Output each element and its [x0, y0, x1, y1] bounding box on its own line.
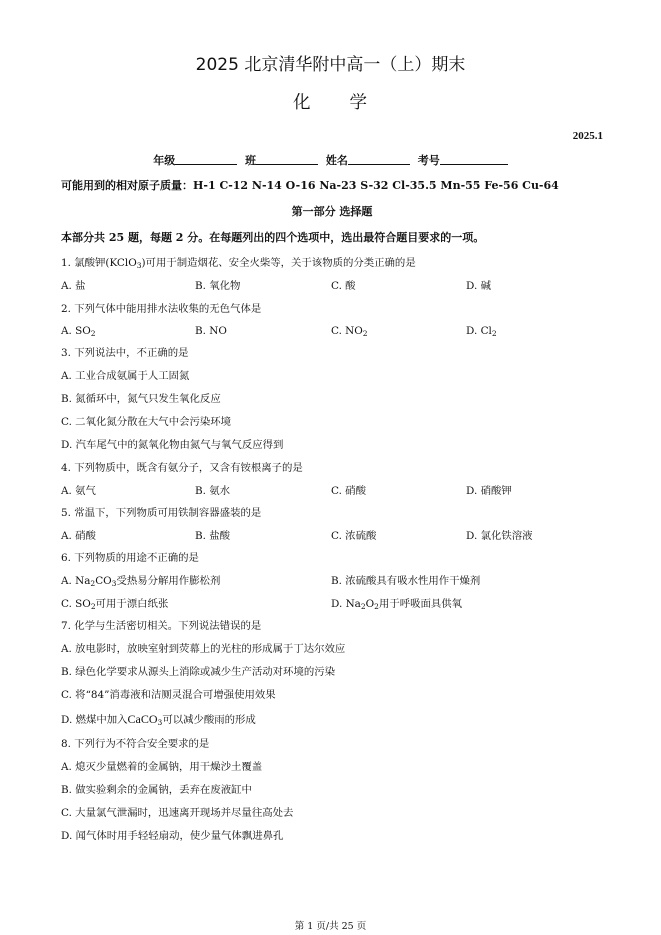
q1-stem: 1. 氯酸钾(KClO$_3$)可用于制造烟花、安全火柴等，关于该物质的分类正确的是: [61, 257, 416, 270]
q1-option-b[interactable]: B. 氧化物: [195, 280, 241, 292]
class-label: 班: [245, 154, 257, 167]
q7-option-d[interactable]: D. 燃煤中加入CaCO$_3$可以减少酸雨的形成: [61, 712, 256, 727]
q8-option-c[interactable]: C. 大量氯气泄漏时，迅速离开现场并尽量往高处去: [61, 807, 294, 819]
q5-stem: 5. 常温下，下列物质可用铁制容器盛装的是: [61, 507, 262, 519]
class-blank[interactable]: [256, 154, 318, 165]
q5-option-a[interactable]: A. 硝酸: [61, 530, 96, 542]
number-blank[interactable]: [440, 154, 508, 165]
q8-option-d[interactable]: D. 闻气体时用手轻轻扇动，使少量气体飘进鼻孔: [61, 830, 284, 842]
page-footer: 第 1 页/共 25 页: [294, 921, 367, 932]
exam-date: 2025.1: [572, 130, 603, 142]
q4-stem: 4. 下列物质中，既含有氨分子，又含有铵根离子的是: [61, 462, 303, 474]
q5-option-c[interactable]: C. 浓硫酸: [331, 530, 377, 542]
caco3-formula: CaCO: [127, 712, 158, 726]
grade-blank[interactable]: [175, 154, 237, 165]
subject-char-1: 化: [293, 93, 312, 113]
q2-stem: 2. 下列气体中能用排水法收集的无色气体是: [61, 303, 262, 315]
subject-title: [0, 89, 661, 114]
q1-option-c[interactable]: C. 酸: [331, 280, 356, 292]
part1-instruction: 本部分共 25 题，每题 2 分。在每题列出的四个选项中，选出最符合题目要求的一项。: [61, 231, 485, 244]
student-info-line: [0, 152, 661, 168]
q6-option-a[interactable]: A. $Na_2CO_3$受热易分解用作膨松剂: [61, 575, 221, 588]
q6-option-b[interactable]: B. 浓硫酸具有吸水性用作干燥剂: [331, 575, 481, 587]
q2-option-b[interactable]: B. NO: [195, 325, 227, 337]
q5-option-b[interactable]: B. 盐酸: [195, 530, 231, 542]
q7-option-c[interactable]: C. 将“84”消毒液和洁厕灵混合可增强使用效果: [61, 689, 276, 701]
name-label: 姓名: [325, 154, 348, 167]
q3-option-c[interactable]: C. 二氧化氮分散在大气中会污染环境: [61, 416, 232, 428]
atomic-masses: 可能用到的相对原子质量：H-1 C-12 N-14 O-16 Na-23 S-32 Cl-35.5 Mn-55 Fe-56 Cu-64: [61, 179, 559, 192]
exam-title: 2025 北京清华附中高一（上）期末: [195, 55, 466, 75]
q7-option-a[interactable]: A. 放电影时，放映室射到荧幕上的光柱的形成属于丁达尔效应: [61, 643, 346, 655]
q4-option-d[interactable]: D. 硝酸钾: [466, 485, 512, 497]
q4-option-c[interactable]: C. 硝酸: [331, 485, 366, 497]
q2-option-d[interactable]: D. $Cl_2$: [466, 325, 497, 338]
q3-option-a[interactable]: A. 工业合成氨属于人工固氮: [61, 370, 190, 382]
subject-char-2: 学: [349, 93, 368, 113]
q7-option-b[interactable]: B. 绿色化学要求从源头上消除或减少生产活动对环境的污染: [61, 666, 336, 678]
q6-option-d[interactable]: D. $Na_2O_2$用于呼吸面具供氧: [331, 598, 463, 611]
q4-option-a[interactable]: A. 氨气: [61, 485, 96, 497]
q8-option-b[interactable]: B. 做实验剩余的金属钠，丢弃在废液缸中: [61, 784, 252, 796]
number-label: 考号: [417, 154, 440, 167]
q1-option-a[interactable]: A. 盐: [61, 280, 86, 292]
q4-option-b[interactable]: B. 氨水: [195, 485, 231, 497]
q6-option-c[interactable]: C. $SO_2$可用于漂白纸张: [61, 598, 169, 611]
q2-option-c[interactable]: C. $NO_2$: [331, 325, 368, 338]
q7-stem: 7. 化学与生活密切相关。下列说法错误的是: [61, 620, 262, 632]
q2-option-a[interactable]: A. $SO_2$: [61, 325, 96, 338]
part1-title: 第一部分 选择题: [291, 205, 373, 218]
q6-stem: 6. 下列物质的用途不正确的是: [61, 552, 199, 564]
q3-option-d[interactable]: D. 汽车尾气中的氮氧化物由氮气与氧气反应得到: [61, 439, 284, 451]
q8-stem: 8. 下列行为不符合安全要求的是: [61, 738, 210, 750]
grade-label: 年级: [153, 154, 176, 167]
q3-stem: 3. 下列说法中，不正确的是: [61, 347, 189, 359]
q8-option-a[interactable]: A. 熄灭少量燃着的金属钠，用干燥沙土覆盖: [61, 761, 263, 773]
q1-option-d[interactable]: D. 碱: [466, 280, 491, 292]
q3-option-b[interactable]: B. 氮循环中，氮气只发生氧化反应: [61, 393, 221, 405]
name-blank[interactable]: [348, 154, 410, 165]
q5-option-d[interactable]: D. 氯化铁溶液: [466, 530, 533, 542]
